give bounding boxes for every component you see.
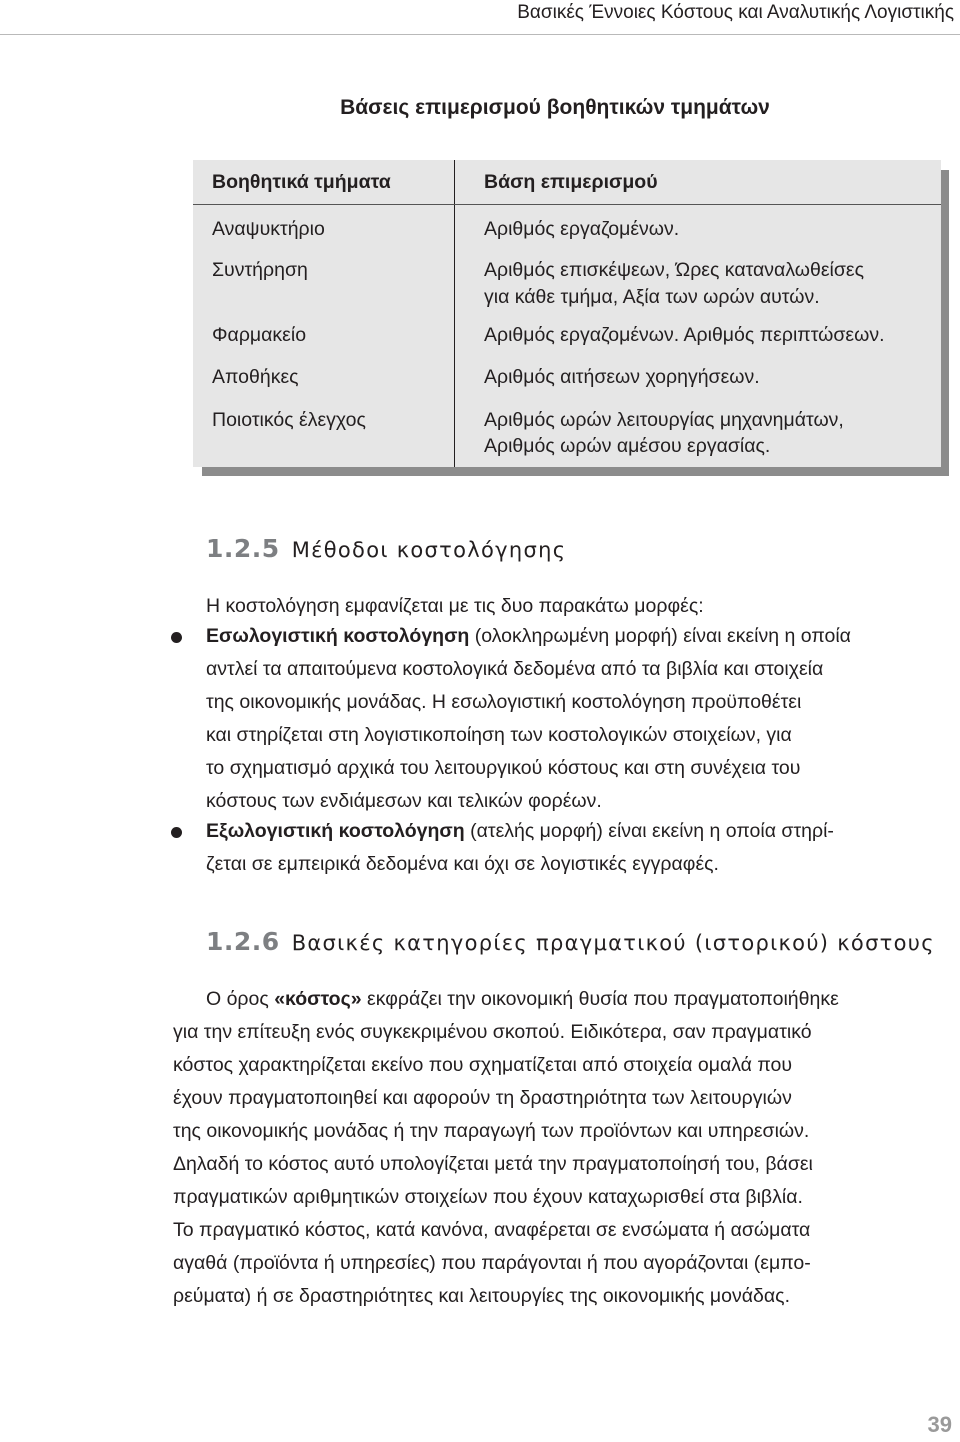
bullet-text-line: ζεται σε εμπειρικά δεδομένα και όχι σε λογιστικές εγγραφές.: [206, 853, 719, 875]
table-cell-basis: Αριθμός εργαζομένων.: [484, 218, 680, 240]
paragraph-line: κόστος χαρακτηρίζεται εκείνο που σχηματίζεται από στοιχεία ομαλά που: [173, 1054, 793, 1076]
running-header: Βασικές Έννοιες Κόστους και Αναλυτικής Λογιστικής: [517, 2, 954, 23]
bullet-term: Εξωλογιστική κοστολόγηση: [206, 820, 465, 842]
bullet-item-continuation: [206, 719, 800, 818]
table-header-divider: [193, 204, 941, 205]
bullet-term: Εσωλογιστική κοστολόγηση: [206, 625, 470, 647]
section-title: Βασικές κατηγορίες πραγματικού (ιστορικού) κόστους: [291, 931, 935, 955]
table-header-departments: Βοηθητικά τμήματα: [212, 171, 391, 193]
table-cell-basis: Αριθμός ωρών αμέσου εργασίας.: [484, 435, 771, 457]
bullet-text-line: κόστους των ενδιάμεσων και τελικών φορέων.: [206, 790, 602, 812]
table-cell-basis: Αριθμός εργαζομένων. Αριθμός περιπτώσεων.: [484, 324, 885, 346]
paragraph-line: Το πραγματικό κόστος, κατά κανόνα, αναφέρεται σε ενσώματα ή ασώματα: [173, 1219, 811, 1241]
table-title: Βάσεις επιμερισμού βοηθητικών τμημάτων: [340, 96, 770, 119]
paragraph-line: Δηλαδή το κόστος αυτό υπολογίζεται μετά την πραγματοποίησή του, βάσει: [173, 1153, 813, 1175]
bullet-item: [206, 620, 851, 719]
paragraph-line: έχουν πραγματοποιηθεί και αφορούν τη δραστηριότητα των λειτουργιών: [173, 1087, 792, 1109]
section-intro: Η κοστολόγηση εμφανίζεται με τις δυο παρακάτω μορφές:: [206, 595, 704, 617]
bold-term: «κόστος»: [274, 988, 362, 1010]
bullet-icon: [171, 827, 182, 838]
bullet-text: (ατελής μορφή) είναι εκείνη η οποία στηρί-: [464, 820, 834, 842]
page-number: 39: [927, 1412, 952, 1437]
table-cell-basis: Αριθμός επισκέψεων, Ώρες καταναλωθείσες: [484, 259, 864, 281]
section-number: 1.2.6: [206, 927, 280, 956]
bullet-item: [206, 815, 834, 881]
bullet-text-line: αντλεί τα απαιτούμενα κοστολογικά δεδομένα από τα βιβλία και στοιχεία: [206, 658, 824, 680]
bullet-text-line: και στηρίζεται στη λογιστικοποίηση των κοστολογικών στοιχείων, για: [206, 724, 792, 746]
section-number: 1.2.5: [206, 534, 280, 563]
table-cell-basis: Αριθμός ωρών λειτουργίας μηχανημάτων,: [484, 409, 844, 431]
section-title: Μέθοδοι κοστολόγησης: [291, 538, 567, 562]
table-cell-dept: Αποθήκες: [212, 366, 299, 388]
bullet-text: (ολοκληρωμένη μορφή) είναι εκείνη η οποία: [469, 625, 851, 647]
bullet-icon: [171, 632, 182, 643]
table-cell-dept: Φαρμακείο: [212, 324, 307, 346]
paragraph-line: ρεύματα) ή σε δραστηριότητες και λειτουργίες της οικονομικής μονάδας.: [173, 1285, 790, 1307]
table-cell-dept: Συντήρηση: [212, 259, 308, 281]
header-rule: [0, 34, 960, 35]
paragraph-first-line: [206, 983, 839, 1016]
paragraph-text: εκφράζει την οικονομική θυσία που πραγματοποιήθηκε: [361, 988, 839, 1010]
bullet-text-line: της οικονομικής μονάδας. Η εσωλογιστική κοστολόγηση προϋποθέτει: [206, 691, 802, 713]
table-cell-dept: Ποιοτικός έλεγχος: [212, 409, 366, 431]
paragraph-body: [173, 1016, 813, 1313]
paragraph-line: πραγματικών αριθμητικών στοιχείων που έχουν καταχωρισθεί στα βιβλία.: [173, 1186, 803, 1208]
section-heading-1-2-6: [206, 927, 935, 956]
table-header-basis: Βάση επιμερισμού: [484, 171, 658, 193]
table-cell-basis: Αριθμός αιτήσεων χορηγήσεων.: [484, 366, 760, 388]
table-cell-dept: Αναψυκτήριο: [212, 218, 325, 240]
paragraph-line: της οικονομικής μονάδας ή την παραγωγή των προϊόντων και υπηρεσιών.: [173, 1120, 810, 1142]
table-column-divider: [454, 160, 455, 467]
table-cell-basis: για κάθε τμήμα, Αξία των ωρών αυτών.: [484, 286, 820, 308]
section-heading-1-2-5: [206, 534, 566, 563]
paragraph-text: Ο όρος: [206, 988, 275, 1010]
paragraph-line: αγαθά (προϊόντα ή υπηρεσίες) που παράγονται ή που αγοράζονται (εμπο-: [173, 1252, 811, 1274]
bullet-text-line: το σχηματισμό αρχικά του λειτουργικού κόστους και στη συνέχεια του: [206, 757, 801, 779]
paragraph-line: για την επίτευξη ενός συγκεκριμένου σκοπού. Ειδικότερα, σαν πραγματικό: [173, 1021, 812, 1043]
